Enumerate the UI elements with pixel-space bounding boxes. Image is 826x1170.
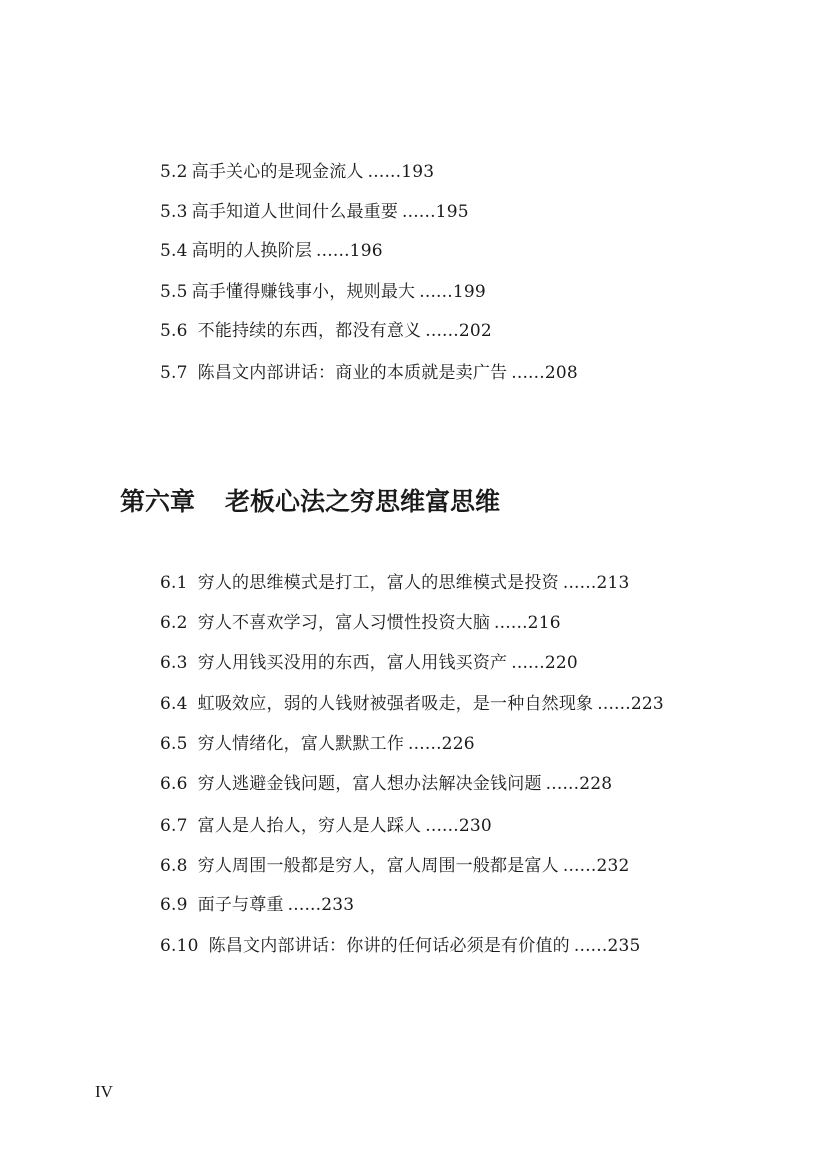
- entry-page: 193: [401, 162, 435, 182]
- toc-entry: [160, 935, 641, 957]
- entry-page: 202: [458, 321, 492, 341]
- toc-entry: [160, 362, 578, 384]
- entry-leader: ......: [402, 202, 436, 222]
- entry-title: 陈昌文内部讲话：你讲的任何话必须是有价值的: [208, 936, 570, 956]
- entry-number: 5.4: [160, 241, 188, 261]
- entry-title: 虹吸效应，弱的人钱财被强者吸走，是一种自然现象: [197, 694, 594, 714]
- entry-leader: ......: [419, 282, 453, 302]
- entry-number: 6.2: [160, 613, 188, 633]
- entry-title: 穷人用钱买没用的东西，富人用钱买资产: [197, 653, 508, 673]
- entry-title: 高手懂得赚钱事小，规则最大: [191, 282, 416, 302]
- entry-page: 232: [596, 856, 630, 876]
- entry-leader: ......: [408, 734, 442, 754]
- entry-page: 213: [596, 573, 630, 593]
- toc-entry: [160, 652, 578, 674]
- toc-entry: [160, 733, 475, 755]
- toc-entry: [160, 855, 630, 877]
- entry-leader: ......: [573, 936, 608, 956]
- entry-page: 226: [441, 734, 475, 754]
- entry-title: 穷人逃避金钱问题，富人想办法解决金钱问题: [197, 774, 542, 794]
- toc-entry: [160, 773, 612, 795]
- entry-title: 高手知道人世间什么最重要: [191, 202, 399, 222]
- toc-entry: [160, 572, 630, 594]
- entry-page: 199: [452, 282, 486, 302]
- entry-number: 6.9: [160, 895, 188, 915]
- entry-leader: ......: [367, 162, 402, 182]
- entry-number: 5.5: [160, 282, 188, 302]
- toc-entry: [160, 815, 492, 837]
- entry-leader: ......: [425, 321, 459, 341]
- entry-number: 6.3: [160, 653, 188, 673]
- entry-leader: ......: [287, 895, 322, 915]
- entry-title: 穷人情绪化，富人默默工作: [197, 734, 405, 754]
- toc-entry: [160, 201, 469, 223]
- toc-entry: [160, 320, 492, 342]
- entry-page: 216: [527, 613, 561, 633]
- entry-number: 6.7: [160, 816, 188, 836]
- entry-number: 6.8: [160, 856, 188, 876]
- chapter-title: 老板心法之穷思维富思维: [225, 487, 501, 516]
- entry-page: 196: [349, 241, 383, 261]
- toc-entry: [160, 612, 561, 634]
- page-number: IV: [95, 1082, 113, 1101]
- entry-title: 不能持续的东西，都没有意义: [197, 321, 422, 341]
- toc-entry: [160, 161, 434, 183]
- entry-number: 6.5: [160, 734, 188, 754]
- entry-page: 228: [579, 774, 613, 794]
- entry-leader: ......: [562, 573, 597, 593]
- toc-entry: [160, 693, 664, 715]
- toc-entry: [160, 894, 354, 916]
- entry-title: 高明的人换阶层: [191, 241, 313, 261]
- entry-page: 220: [544, 653, 578, 673]
- entry-title: 穷人不喜欢学习，富人习惯性投资大脑: [197, 613, 491, 633]
- entry-leader: ......: [511, 653, 545, 673]
- chapter-heading: [120, 482, 500, 518]
- entry-number: 6.1: [160, 573, 188, 593]
- entry-page: 195: [435, 202, 469, 222]
- entry-leader: ......: [316, 241, 350, 261]
- entry-number: 5.6: [160, 321, 188, 341]
- entry-page: 208: [544, 363, 578, 383]
- entry-leader: ......: [425, 816, 459, 836]
- entry-title: 陈昌文内部讲话：商业的本质就是卖广告: [197, 363, 508, 383]
- entry-number: 5.2: [160, 162, 188, 182]
- entry-leader: ......: [545, 774, 580, 794]
- entry-title: 穷人周围一般都是穷人，富人周围一般都是富人: [197, 856, 559, 876]
- entry-number: 5.7: [160, 363, 188, 383]
- toc-entry: [160, 240, 383, 262]
- entry-title: 富人是人抬人，穷人是人踩人: [197, 816, 422, 836]
- chapter-label: 第六章: [120, 487, 196, 516]
- entry-title: 面子与尊重: [197, 895, 284, 915]
- entry-number: 6.10: [160, 936, 199, 956]
- entry-title: 高手关心的是现金流人: [191, 162, 364, 182]
- entry-page: 230: [458, 816, 492, 836]
- entry-leader: ......: [597, 694, 631, 714]
- entry-leader: ......: [562, 856, 597, 876]
- entry-page: 233: [321, 895, 355, 915]
- entry-page: 223: [630, 694, 664, 714]
- entry-number: 6.6: [160, 774, 188, 794]
- entry-leader: ......: [494, 613, 528, 633]
- entry-number: 5.3: [160, 202, 188, 222]
- entry-title: 穷人的思维模式是打工，富人的思维模式是投资: [197, 573, 559, 593]
- toc-entry: [160, 281, 486, 303]
- entry-leader: ......: [511, 363, 545, 383]
- entry-page: 235: [607, 936, 641, 956]
- entry-number: 6.4: [160, 694, 188, 714]
